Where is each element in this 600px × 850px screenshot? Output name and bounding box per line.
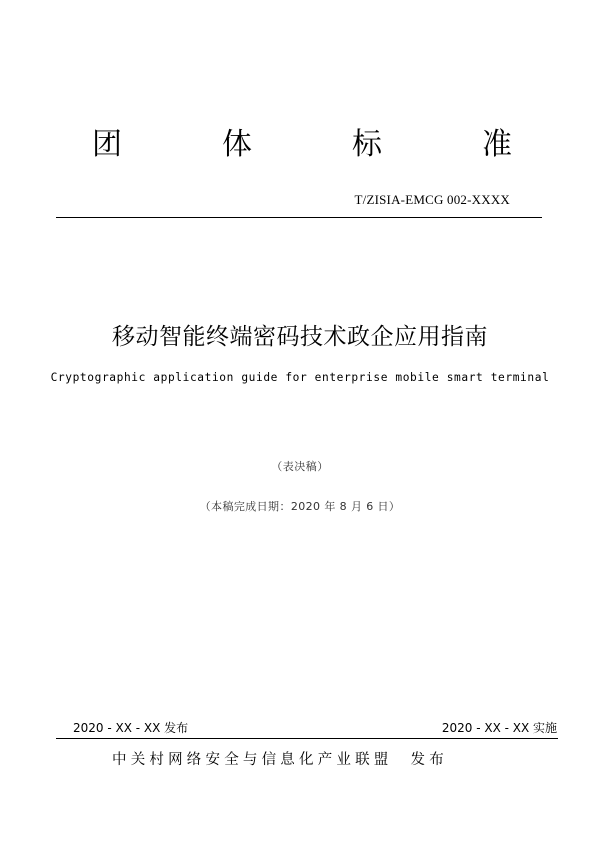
publisher-line	[112, 750, 448, 770]
doc-type-char-4: 准	[482, 127, 512, 162]
draft-stage: （表决稿）	[271, 460, 329, 473]
header-divider	[56, 217, 542, 218]
implement-date: 2020 - XX - XX 实施	[441, 721, 557, 735]
publisher-action: 发布	[410, 752, 448, 768]
footer-divider	[56, 738, 558, 739]
document-title-english: Cryptographic application guide for enterprise mobile smart terminal	[50, 371, 550, 384]
doc-type-char-3: 标	[352, 127, 382, 162]
document-type-heading	[92, 128, 512, 162]
draft-completion-date: （本稿完成日期：2020 年 8 月 6 日）	[199, 500, 401, 513]
publish-date: 2020 - XX - XX 发布	[73, 721, 189, 735]
document-title-chinese: 移动智能终端密码技术政企应用指南	[112, 324, 488, 350]
date-row	[73, 720, 557, 736]
doc-type-char-2: 体	[222, 127, 252, 162]
standard-number: T/ZISIA-EMCG 002-XXXX	[354, 192, 510, 207]
doc-type-char-1: 团	[92, 127, 122, 162]
publisher-name: 中关村网络安全与信息化产业联盟	[112, 752, 393, 768]
